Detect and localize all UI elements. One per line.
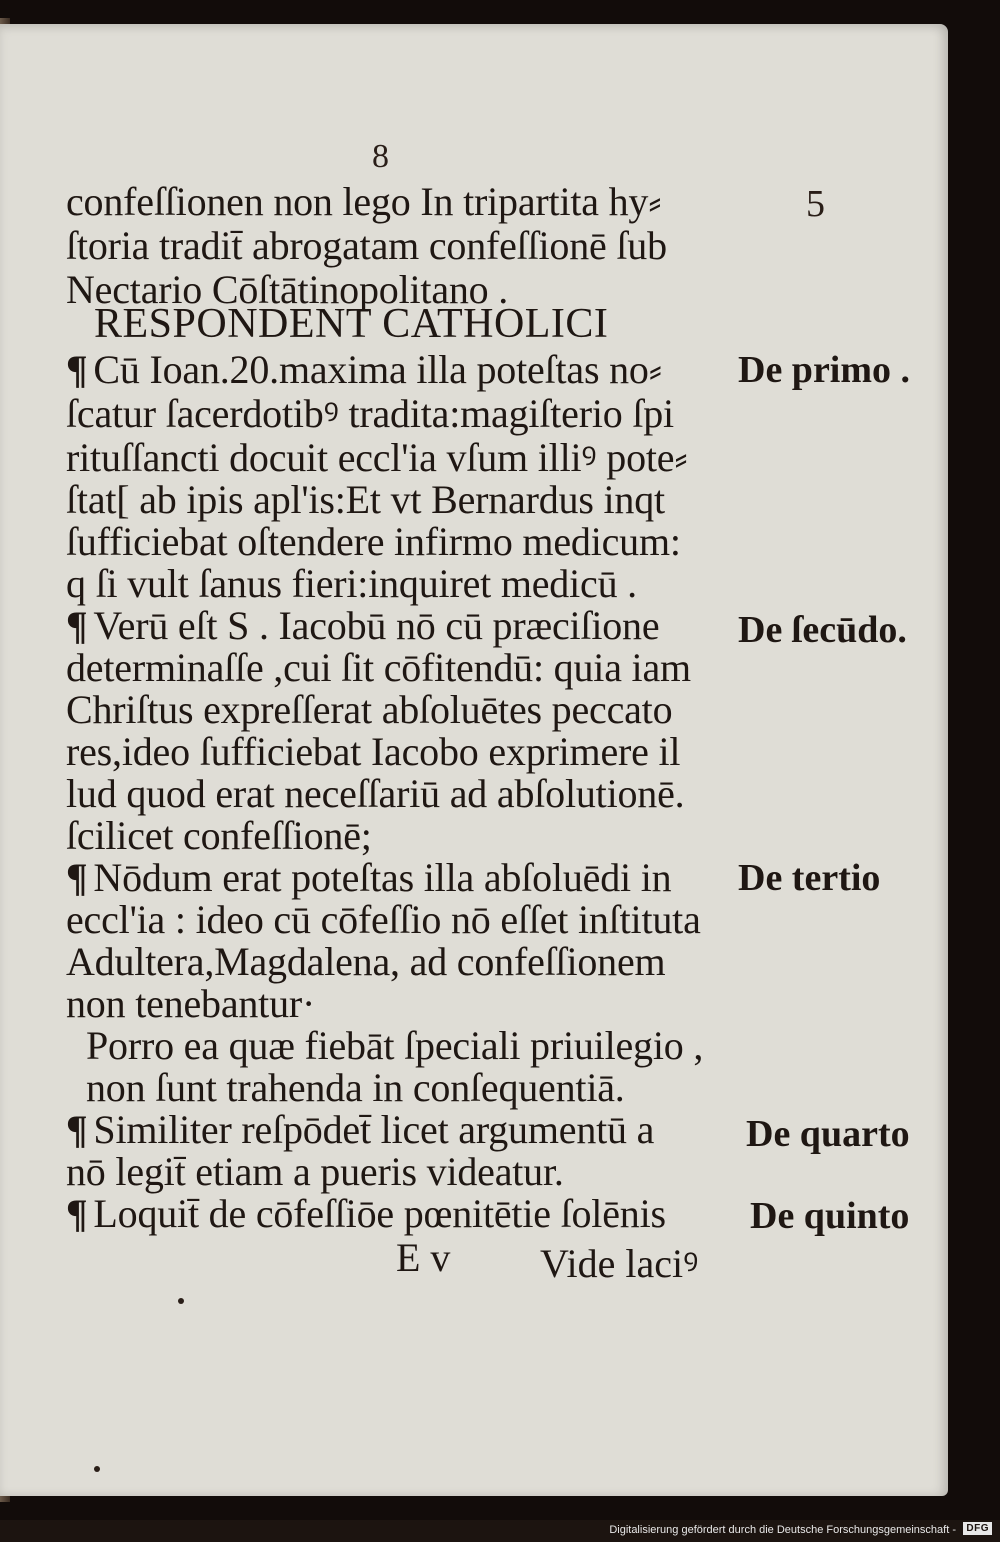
margin-note: De quarto xyxy=(746,1113,910,1155)
text-line: ¶ Nōdum erat poteſtas illa abſoluēdi in xyxy=(66,855,672,900)
text-line: eccl'ia : ideo cū cōfeſſio nō eſſet inſtituta xyxy=(66,897,701,942)
text-line: ¶ Loquit̄ de cōfeſſiōe pœnitētie ſolēnis xyxy=(66,1191,666,1236)
text-line: determinaſſe ,cui ſit cōfitendū: quia iam xyxy=(66,645,691,690)
text-line: non ſunt trahenda in conſequentiā. xyxy=(86,1065,625,1110)
text-line: ¶ Verū eſt S . Iacobū nō cū præciſione xyxy=(66,603,660,648)
folio-number: 8 xyxy=(372,138,389,175)
text-line: ſcatur ſacerdotibꝰ tradita:magiſterio ſpi xyxy=(66,391,674,436)
text-line: Adultera,Magdalena, ad confeſſionem xyxy=(66,939,666,984)
margin-note: De tertio xyxy=(738,857,881,899)
margin-note: De ſecūdo. xyxy=(738,609,907,651)
text-line: q ſi vult ſanus fieri:inquiret medicū . xyxy=(66,561,637,606)
catchword: Vide laciꝰ xyxy=(540,1241,699,1286)
pilcrow-mark: ¶ xyxy=(66,1191,88,1236)
text-line: ¶ Similiter reſpōdet̄ licet argumentū a xyxy=(66,1107,655,1152)
text-line: lud quod erat neceſſariū ad abſolutionē. xyxy=(66,771,685,816)
text-line: ¶ Cū Ioan.20.maxima illa poteſtas no⸗ xyxy=(66,347,662,392)
digitization-credit: Digitalisierung gefördert durch die Deutsche Forschungsgemeinschaft - xyxy=(609,1524,956,1536)
pilcrow-mark: ¶ xyxy=(66,347,88,392)
text-line: rituſſancti docuit eccl'ia vſum illiꝰ pote⸗ xyxy=(66,435,688,480)
dfg-logo: DFG xyxy=(963,1522,992,1535)
text-line: res,ideo ſufficiebat Iacobo exprimere il xyxy=(66,729,681,774)
text-line: non tenebantur· xyxy=(66,981,316,1026)
signature-mark: 5 xyxy=(806,183,825,225)
text-line: Porro ea quæ fiebāt ſpeciali priuilegio , xyxy=(86,1023,704,1068)
section-heading: RESPONDENT CATHOLICI xyxy=(94,301,609,347)
text-line: Nectario Cōſtātinopolitano . xyxy=(66,267,509,312)
pilcrow-mark: ¶ xyxy=(66,1107,88,1152)
text-line: ſtat[ ab ipis apl'is:Et vt Bernardus inqt xyxy=(66,477,665,522)
ink-speck xyxy=(94,1466,100,1472)
text-line: confeſſionen non lego In tripartita hy⸗ xyxy=(66,179,662,224)
ink-speck xyxy=(178,1298,184,1304)
margin-note: De quinto xyxy=(750,1195,910,1237)
text-line: ſtoria tradit̄ abrogatam confeſſionē ſub xyxy=(66,223,667,268)
text-line: ſcilicet confeſſionē; xyxy=(66,813,372,858)
pilcrow-mark: ¶ xyxy=(66,603,88,648)
text-line: nō legit̄ etiam a pueris videatur. xyxy=(66,1149,564,1194)
text-line: Chriſtus expreſſerat abſoluētes peccato xyxy=(66,687,673,732)
pilcrow-mark: ¶ xyxy=(66,855,88,900)
text-line: ſufficiebat oſtendere infirmo medicum: xyxy=(66,519,681,564)
margin-note: De primo . xyxy=(738,349,911,391)
signature-footer: E v xyxy=(396,1235,451,1280)
